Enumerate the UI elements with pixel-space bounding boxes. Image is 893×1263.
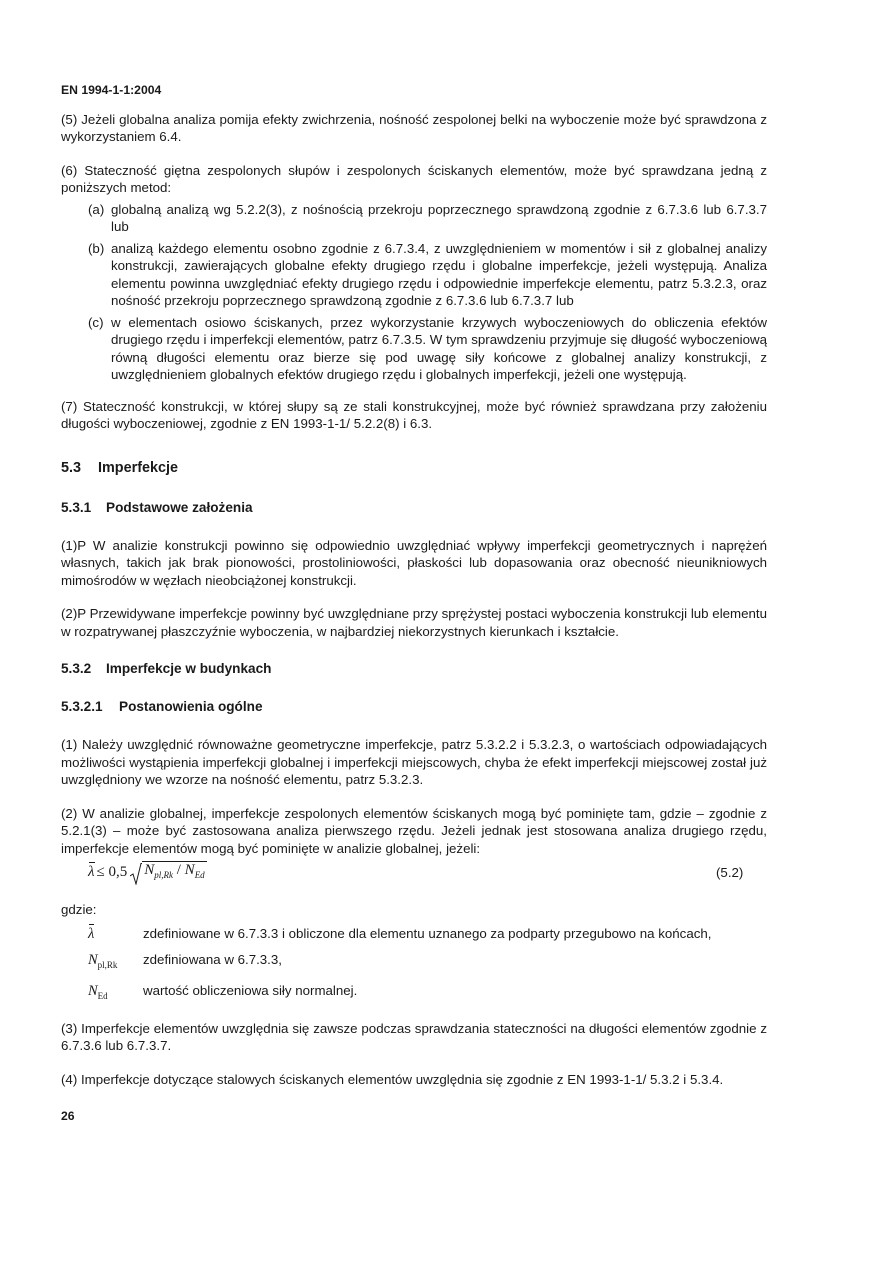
square-root [130,861,206,885]
list-marker: (a) [88,201,105,217]
section-heading-5-3: 5.3 Imperfekcje [61,459,178,476]
definition-symbol: $N_{Ed}$ [88,983,108,1002]
list-text: analizą każdego elementu osobno zgodnie z 6.7.3.4, z uwzględnieniem w momentów i sił z globalnej analizy konstrukcji, zawierających globalne efekty drugiego rzędu i globalne imperfekcje, jeżeli występują. Analiza elementu powinna uwzględniać efekty drugiego rzędu i odpowiednie imperfekcje elementu, patrz 5.3.2.3, oraz nośność przekroju poprzecznego sprawdzoną zgodnie z 6.7.3.6 lub 6.7.3.7 lub [111,240,767,308]
paragraph-5-3-2-1-2: (2) W analizie globalnej, imperfekcje zespolonych elementów ściskanych mogą być pominięte tam, gdzie – zgodnie z 5.2.1(3) – może być zastosowana analiza pierwszego rzędu. Jeżeli jednak jest stosowana analiza drugiego rzędu, imperfekcje elementów mogą być pominięte w analizie globalnej, jeżeli: [61,805,767,856]
definition-symbol: $N_{pl,Rk}$ [88,952,118,970]
lambda-bar-symbol: λ [88,864,95,881]
document-page [61,82,767,1126]
radical-sign-icon [130,863,142,885]
list-text: w elementach osiowo ściskanych, przez wykorzystanie krzywych wyboczeniowych do obliczenia efektów drugiego rzędu i imperfekcji elementów, patrz 6.7.3.5. W tym sprawdzeniu przyjmuje się długość wyboczeniową równą długości elementu oraz bierze się pod uwagę siły końcowe z globalnej analizy konstrukcji, z uwzględnieniem globalnych efektów drugiego rzędu i globalnych imperfekcji, jeżeli one występują. [111,314,767,382]
formula [88,861,207,885]
radicand: $N_{pl,Rk} / N_{Ed}$ [142,861,206,885]
paragraph-5-3-1-2: (2)P Przewidywane imperfekcje powinny być uwzględniane przy sprężystej postaci wyboczenia konstrukcji lub elementu w rozpatrywanej płaszczyźnie wyboczenia, w najbardziej niekorzystnych kierunkach i kształcie. [61,606,767,639]
equation-5-2 [88,861,767,885]
method-list [88,201,767,384]
definition-text: zdefiniowana w 6.7.3.3, [143,952,282,967]
paragraph-7: (7) Stateczność konstrukcji, w której słupy są ze stali konstrukcyjnej, może być również sprawdzana przy założeniu długości wyboczeniowej, zgodnie z EN 1993-1-1/ 5.2.2(8) i 6.3. [61,398,767,431]
paragraph-5-3-1-1: (1)P W analizie konstrukcji powinno się odpowiednio uwzględniać wpływy imperfekcji geometrycznych i naprężeń własnych, takich jak brak pionowości, prostoliniowości, płaskości lub dopasowania oraz obecność nieunikniowych mimośrodów w węzłach nieobciążonej konstrukcji. [61,537,767,588]
paragraph-5: (5) Jeżeli globalna analiza pomija efekty zwichrzenia, nośność zespolonej belki na wyboczenie może być sprawdzona z wykorzystaniem 6.4. [61,111,767,144]
symbol-definitions [88,925,767,1006]
paragraph-5-3-2-1-1: (1) Należy uwzględnić równoważne geometryczne imperfekcje, patrz 5.3.2.2 i 5.3.2.3, o wartościach odpowiadających możliwości wystąpienia imperfekcji globalnej i imperfekcji miejscowych, chyba że efekt imperfekcji miejscowej został już uwzględniony we wzorze na nośność elementu, patrz 5.3.2.3. [61,737,767,787]
definition-row [88,982,767,1005]
list-marker: (b) [88,240,105,256]
paragraph-6-intro: (6) Stateczność giętna zespolonych słupów i zespolonych ściskanych elementów, może być sprawdzana jedną z poniższych metod: [61,162,767,195]
equation-number: (5.2) [716,865,744,881]
page-number: 26 [61,1109,75,1124]
paragraph-5-3-2-1-3: (3) Imperfekcje elementów uwzględnia się zawsze podczas sprawdzania stateczności na długości elementów zgodnie z 6.7.3.6 lub 6.7.3.7. [61,1020,767,1054]
paragraph-5-3-2-1-4: (4) Imperfekcje dotyczące stalowych ściskanych elementów uwzględnia się zgodnie z EN 1993-1-1/ 5.3.2 i 5.3.4. [61,1071,724,1087]
definition-text: wartość obliczeniowa siły normalnej. [143,983,358,999]
definition-row [88,925,767,944]
definition-text: zdefiniowane w 6.7.3.3 i obliczone dla elementu uznanego za podparty przegubowo na końcach, [143,925,712,941]
document-code: EN 1994-1-1:2004 [61,83,162,97]
list-item [88,314,767,384]
list-marker: (c) [88,314,104,330]
formula-relation: ≤ 0,5 [96,864,128,881]
section-heading-5-3-2: 5.3.2 Imperfekcje w budynkach [61,661,272,676]
definition-row [88,951,767,974]
list-text: globalną analizą wg 5.2.2(3), z nośnością przekroju poprzecznego sprawdzoną zgodnie z 6.7.3.6 lub 6.7.3.7 lub [111,201,767,234]
list-item [88,240,767,310]
section-heading-5-3-1: 5.3.1 Podstawowe założenia [61,499,253,515]
list-item [88,201,767,236]
where-label: gdzie: [61,902,97,917]
definition-symbol: λ [88,925,95,942]
section-heading-5-3-2-1: 5.3.2.1 Postanowienia ogólne [61,699,263,714]
